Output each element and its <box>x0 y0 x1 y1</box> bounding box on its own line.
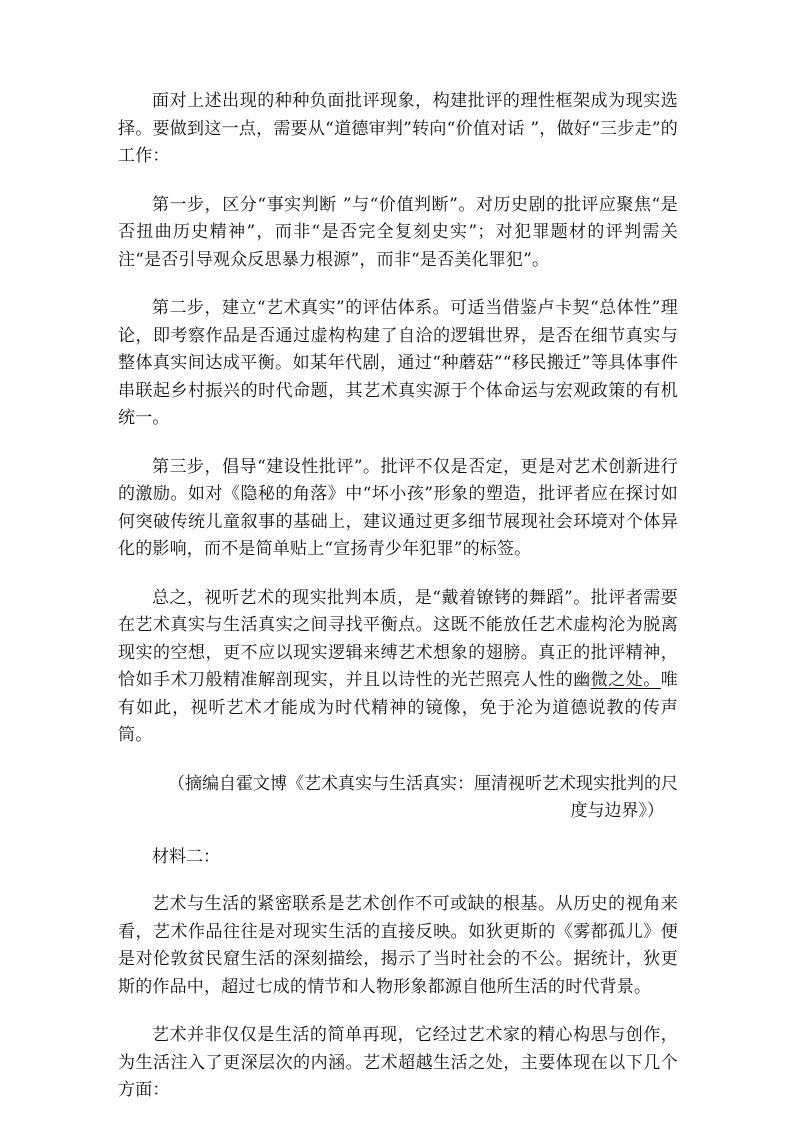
conclusion-text-a: 总之，视听艺术的现实批判本质，是“戴着镣铐的舞蹈”。批评者需要在艺术真实与生活真实之间寻找平衡点。这既不能放任艺术虚构沦为脱离现实的空想，更不应以现实逻辑来缚艺术想象的翅膀。真正的批评精神，恰如手术刀般精准解剖现实，并且以诗性的光芒照亮人性的幽 <box>118 587 678 690</box>
paragraph-step-one: 第一步，区分“事实判断 ”与“价值判断”。对历史剧的批评应聚焦“是否扭曲历史精神”，而非“是否完全复刻史实”；对犯罪题材的评判需关注“是否引导观众反思暴力根源”，而非“是否美化罪犯”。 <box>118 194 678 270</box>
material-two-heading: 材料二： <box>152 846 220 867</box>
paragraph-step-three: 第三步，倡导“建设性批评”。批评不仅是否定，更是对艺术创新进行的激励。如对《隐秘的角落》中“坏小孩”形象的塑造，批评者应在探讨如何突破传统儿童叙事的基础上，建议通过更多细节展现社会环境对个体异化的影响，而不是简单贴上“宣扬青少年犯罪”的标签。 <box>118 456 678 559</box>
paragraph-step-two: 第二步，建立“艺术真实”的评估体系。可适当借鉴卢卡契“总体性”理论，即考察作品是否通过虚构构建了自洽的逻辑世界，是否在细节真实与整体真实间达成平衡。如某年代剧，通过“种蘑菇”“移民搬迁”等具体事件串联起乡村振兴的时代命题，其艺术真实源于个体命运与宏观政策的有机统一。 <box>118 298 678 428</box>
document-page <box>118 88 678 1105</box>
paragraph-material-two-1: 艺术与生活的紧密联系是艺术创作不可或缺的根基。从历史的视角来看，艺术作品往往是对现实生活的直接反映。如狄更斯的《雾都孤儿》便是对伦敦贫民窟生活的深刻描绘，揭示了当时社会的不公。据统计，狄更斯的作品中，超过七成的情节和人物形象都源自他所生活的时代背景。 <box>118 894 678 997</box>
paragraph-intro: 面对上述出现的种种负面批评现象，构建批评的理性框架成为现实选择。要做到这一点，需要从“道德审判”转向“价值对话 ”，做好“三步走”的工作： <box>118 91 678 166</box>
paragraph-conclusion <box>118 585 678 750</box>
source-citation <box>118 771 678 826</box>
underlined-phrase: 微之处。 <box>590 670 661 690</box>
citation-line-2: 度与边界》） <box>570 801 664 821</box>
paragraph-material-two-2: 艺术并非仅仅是生活的简单再现，它经过艺术家的精心构思与创作，为生活注入了更深层次的内涵。艺术超越生活之处，主要体现在以下几个方面： <box>118 1025 678 1100</box>
conclusion-text-b: 唯有如此，视听艺术才能成为时代精神的镜像，免于沦为道德说教的传声筒。 <box>118 670 678 745</box>
citation-line-1: （摘编自霍文博《艺术真实与生活真实：厘清视听艺术现实批判的尺 <box>168 773 678 794</box>
